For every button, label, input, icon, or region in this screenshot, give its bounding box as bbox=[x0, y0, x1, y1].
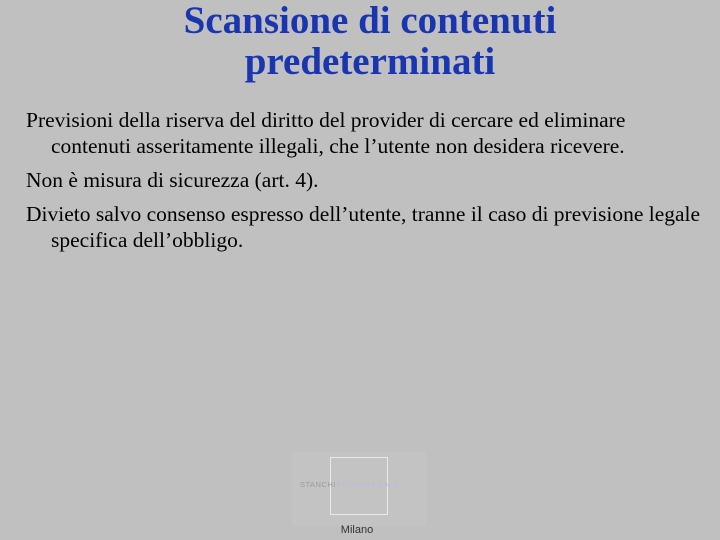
body-paragraph-3: Divieto salvo consenso espresso dell’utente, tranne il caso di previsione legale specifica dell’obbligo. bbox=[26, 202, 701, 252]
footer-logo bbox=[300, 480, 420, 489]
footer-logo-text-part-1: STANCHI bbox=[300, 480, 336, 489]
slide-title bbox=[0, 0, 720, 82]
slide-title-line-1: Scansione di contenuti bbox=[183, 0, 557, 42]
body-paragraph-2: Non è misura di sicurezza (art. 4). bbox=[26, 168, 319, 192]
slide-title-line-2: predeterminati bbox=[244, 40, 496, 83]
footer-logo-text-part-2: STUDIOLEGALE bbox=[335, 480, 400, 489]
body-paragraph-1: Previsioni della riserva del diritto del provider di cercare ed eliminare contenuti asseritamente illegali, che l’utente non desidera ricevere. bbox=[26, 108, 626, 158]
footer-city: Milano bbox=[340, 524, 374, 536]
slide-body bbox=[26, 107, 706, 261]
